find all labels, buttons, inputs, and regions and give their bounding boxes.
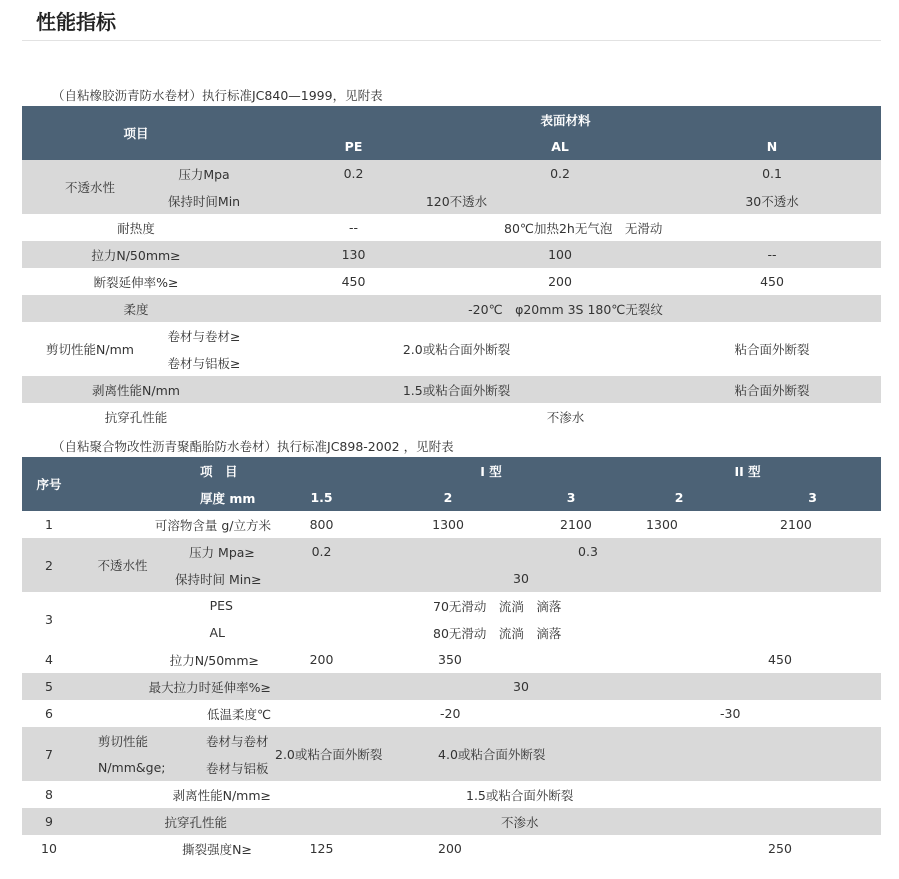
table1-header-item: 项目 — [123, 126, 149, 141]
cell: 2100 — [560, 517, 592, 532]
cell: 30不透水 — [745, 193, 799, 209]
cell: 不渗水 — [501, 814, 539, 830]
row-label: 拉力N/50mm≥ — [169, 652, 259, 668]
cell: 200 — [548, 274, 572, 289]
table1-caption: （自粘橡胶沥青防水卷材）执行标准JC840—1999，见附表 — [52, 88, 383, 103]
sub-label-sheet-sheet: 卷材与卷材≥ — [167, 328, 241, 344]
sub-label: 卷材与卷材 — [206, 733, 269, 749]
table-row — [22, 268, 881, 295]
table-row — [22, 619, 881, 646]
table-row — [22, 808, 881, 835]
row-number: 1 — [45, 517, 53, 532]
row-number: 6 — [45, 706, 53, 721]
sub-label: 卷材与铝板 — [206, 760, 269, 776]
table1-header-n: N — [766, 139, 778, 154]
table2-header-thickness: 厚度 mm — [200, 490, 256, 506]
row-label: 抗穿孔性能 — [164, 814, 227, 830]
row-number: 10 — [41, 841, 57, 856]
table2-header-type1: I 型 — [480, 463, 502, 479]
cell: 450 — [341, 274, 366, 289]
table1-header-pe: PE — [344, 139, 363, 154]
table-row — [22, 700, 881, 727]
table-row — [22, 214, 881, 241]
sub-label-hold-time: 保持时间Min — [167, 193, 241, 209]
cell: 0.2 — [550, 166, 570, 181]
cell: 粘合面外断裂 — [734, 382, 810, 398]
cell: 2.0或粘合面外断裂 — [275, 747, 383, 762]
table-row — [22, 241, 881, 268]
cell: 0.3 — [578, 544, 598, 559]
cell: 200 — [438, 841, 462, 856]
cell: -20 — [440, 706, 461, 721]
cell: 80无滑动 流淌 滴落 — [433, 625, 562, 641]
sub-label-sheet-aluminum: 卷材与铝板≥ — [167, 355, 241, 371]
table2-header-seq: 序号 — [36, 477, 62, 492]
table1 — [22, 106, 881, 430]
cell — [744, 538, 881, 565]
table-row — [22, 727, 881, 754]
cell: 350 — [438, 652, 462, 667]
row-number: 2 — [45, 557, 53, 573]
table-row — [22, 646, 881, 673]
table-row — [22, 160, 881, 187]
sub-label: 保持时间 Min≥ — [175, 571, 262, 587]
row-number: 3 — [45, 611, 53, 627]
table-row — [22, 592, 881, 619]
cell: -30 — [720, 706, 741, 721]
table1-header-surface-material: 表面材料 — [540, 112, 591, 128]
cell: 2.0或粘合面外断裂 — [402, 342, 511, 357]
cell: 粘合面外断裂 — [734, 342, 810, 357]
sub-label-pressure: 压力Mpa — [178, 166, 230, 182]
table-row — [22, 781, 881, 808]
table2-header-t1-15: 1.5 — [310, 490, 333, 505]
cell: -- — [767, 247, 777, 262]
cell: 1.5或粘合面外断裂 — [402, 382, 511, 398]
cell: 1300 — [646, 517, 678, 532]
cell: 450 — [760, 274, 784, 289]
row-label-elongation: 断裂延伸率%≥ — [93, 274, 179, 290]
cell: 120不透水 — [425, 193, 488, 209]
table-row — [22, 376, 881, 403]
row-label-shear: 剪切性能N/mm — [46, 342, 134, 357]
row-number: 7 — [45, 746, 53, 762]
row-label: 可溶物含量 g/立方米 — [154, 517, 271, 533]
row-label: 低温柔度℃ — [206, 706, 271, 722]
row-label-peel: 剥离性能N/mm — [92, 382, 180, 398]
table-row — [22, 673, 881, 700]
table2-header-t2-3: 3 — [808, 490, 817, 505]
cell: 0.1 — [762, 166, 782, 181]
row-number: 5 — [45, 679, 53, 694]
cell: 800 — [309, 517, 334, 532]
sub-label: 压力 Mpa≥ — [189, 544, 255, 560]
cell: 250 — [768, 841, 792, 856]
cell: -20℃ φ20mm 3S 180℃无裂纹 — [468, 301, 663, 317]
cell: 1.5或粘合面外断裂 — [466, 787, 574, 803]
cell: -- — [349, 220, 359, 235]
row-label: 不透水性 — [97, 558, 148, 573]
row-label: N/mm&ge; — [98, 760, 166, 775]
table-row — [22, 322, 881, 349]
cell: 30 — [513, 571, 529, 586]
sub-label: PES — [209, 598, 233, 613]
table-row — [22, 538, 881, 565]
row-label-puncture: 抗穿孔性能 — [104, 409, 168, 425]
cell: 450 — [768, 652, 792, 667]
table-row — [22, 835, 881, 862]
row-label: 撕裂强度N≥ — [182, 841, 252, 857]
row-number: 4 — [45, 652, 53, 667]
table-row — [22, 511, 881, 538]
cell: 125 — [309, 841, 334, 856]
row-label-flexibility: 柔度 — [123, 301, 149, 317]
row-label-heat-resistance: 耐热度 — [117, 220, 155, 236]
cell: 0.2 — [343, 166, 364, 181]
table-row — [22, 403, 881, 430]
cell: 2100 — [780, 517, 812, 532]
row-number: 8 — [45, 787, 53, 802]
title-divider — [22, 40, 881, 41]
table2-header-type2: II 型 — [734, 463, 761, 479]
table2-header-t2-2: 2 — [674, 490, 684, 505]
cell: 30 — [513, 679, 529, 694]
cell: 130 — [341, 247, 366, 262]
table2-header-item: 项 目 — [200, 463, 238, 479]
cell: 100 — [548, 247, 572, 262]
table-row — [22, 295, 881, 322]
row-label: 剥离性能N/mm≥ — [172, 787, 271, 803]
table1-header-al: AL — [551, 139, 569, 154]
row-label-impermeability: 不透水性 — [64, 180, 115, 195]
cell: 0.2 — [311, 544, 332, 559]
cell: 4.0或粘合面外断裂 — [438, 747, 546, 762]
row-label: 最大拉力时延伸率%≥ — [148, 679, 271, 695]
row-label-tensile: 拉力N/50mm≥ — [91, 247, 181, 263]
table2-caption: （自粘聚合物改性沥青聚酯胎防水卷材）执行标准JC898-2002 ，见附表 — [52, 439, 454, 454]
cell: 70无滑动 流淌 滴落 — [433, 598, 562, 614]
table2-header-t1-3: 3 — [566, 490, 576, 505]
row-label: 剪切性能 — [98, 733, 149, 749]
sub-label: AL — [209, 625, 225, 640]
cell: 1300 — [432, 517, 464, 532]
page-title: 性能指标 — [36, 10, 116, 34]
table2-header-t1-2: 2 — [443, 490, 453, 505]
row-number: 9 — [45, 814, 53, 829]
table2 — [22, 457, 881, 862]
cell: 80℃加热2h无气泡 无滑动 — [504, 220, 663, 236]
cell: 200 — [309, 652, 334, 667]
cell: 不渗水 — [546, 409, 585, 425]
